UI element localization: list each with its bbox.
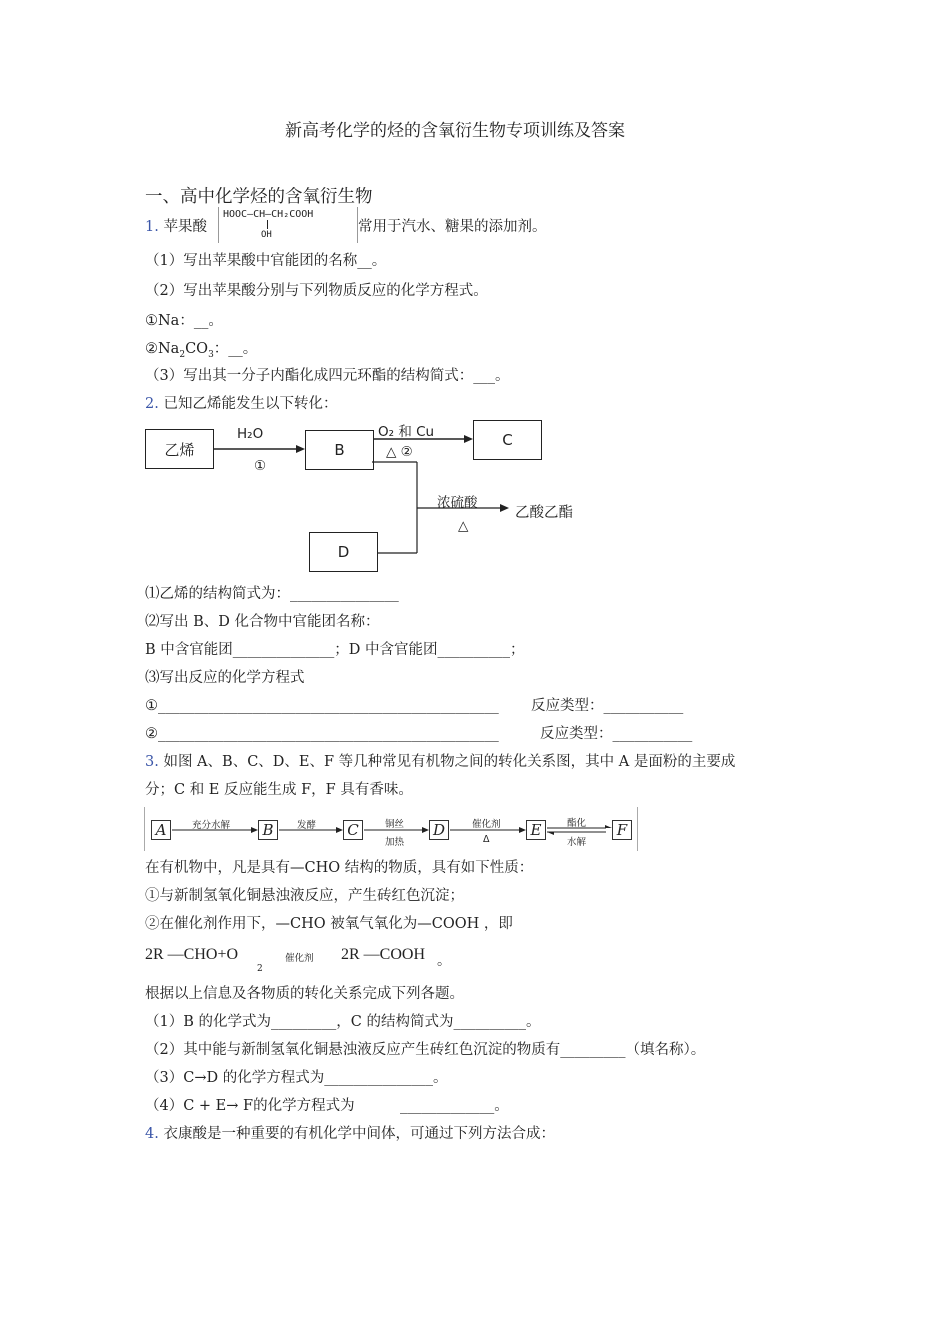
box-c: C — [473, 420, 542, 460]
document-title: 新高考化学的烃的含氧衍生物专项训练及答案 — [285, 121, 625, 141]
q1-part5: （3）写出其一分子内酯化成四元环酯的结构简式：___。 — [145, 368, 510, 384]
q1-p4-a: ②Na — [145, 341, 180, 357]
q1-part3: ①Na：__。 — [145, 313, 223, 329]
arrow-3-bottom: △ — [458, 518, 469, 534]
chain-arrow-5-forward-head — [605, 825, 612, 828]
q3-line3: 在有机物中，凡是具有—CHO 结构的物质，具有如下性质： — [145, 860, 534, 876]
q4-line1: 衣康酸是一种重要的有机化学中间体，可通过下列方法合成： — [163, 1126, 555, 1142]
chain-b: B — [258, 820, 278, 840]
q1-pre: 苹果酸 — [163, 219, 207, 235]
box-ethylene: 乙烯 — [145, 429, 214, 469]
eq-catalyst: 催化剂 — [285, 953, 314, 964]
arrow-1-head — [296, 445, 305, 453]
eq-subscript: 2 — [257, 964, 263, 974]
q2-line1: ⑴乙烯的结构简式为：_______________ — [145, 586, 399, 602]
q1-p4-sub2: 3 — [208, 349, 214, 360]
chain-arrow-4-head — [519, 827, 526, 833]
chain-label-5-bottom: 水解 — [567, 837, 587, 848]
chain-label-3-bottom: 加热 — [385, 837, 405, 848]
arrow-2-top: O₂ 和 Cu — [378, 424, 435, 440]
section-heading: 一、高中化学烃的含氧衍生物 — [145, 187, 373, 207]
eq-left: 2R —CHO+O — [145, 946, 239, 963]
chain-a: A — [151, 820, 171, 840]
eq-right: 2R —COOH — [341, 946, 426, 963]
q2-line5-eq: ①_______________________________________________ — [145, 698, 499, 714]
q3-part1: （1）B 的化学式为_________，C 的结构简式为__________。 — [145, 1014, 541, 1030]
arrow-3-head — [500, 504, 509, 512]
q3-line2: 分；C 和 E 反应能生成 F，F 具有香味。 — [145, 782, 413, 798]
arrow-2-bottom: △ ② — [386, 444, 413, 460]
chain-label-5-top: 酯化 — [567, 818, 587, 829]
q1-post: 常用于汽水、糖果的添加剂。 — [358, 219, 547, 235]
q3-part3: （3）C→D 的化学方程式为_______________。 — [145, 1070, 448, 1086]
q1-p4-sub1: 2 — [179, 349, 186, 360]
product-label: 乙酸乙酯 — [515, 505, 573, 521]
eq-end: 。 — [437, 953, 451, 969]
ethylene-conversion-diagram — [140, 412, 600, 577]
arrow-1-top: H₂O — [237, 426, 264, 442]
chain-arrow-2-head — [336, 827, 343, 833]
question-1-line — [145, 217, 207, 237]
q3-line6: 根据以上信息及各物质的转化关系完成下列各题。 — [145, 986, 464, 1002]
q2-intro: 已知乙烯能发生以下转化： — [163, 396, 338, 412]
box-b: B — [305, 430, 374, 470]
chain-label-4-bottom: Δ — [483, 834, 490, 845]
q3-part4-blank: _____________。 — [400, 1098, 509, 1114]
formula-bond — [267, 220, 268, 229]
q2-line3: B 中含官能团______________；D 中含官能团__________； — [145, 642, 525, 658]
chain-f: F — [612, 820, 632, 840]
chain-d: D — [429, 820, 449, 840]
q1-part1: （1）写出苹果酸中官能团的名称__。 — [145, 253, 387, 269]
chain-label-3-top: 铜丝 — [385, 819, 405, 830]
question-4-line — [145, 1124, 555, 1144]
q2-line6-type: 反应类型：___________ — [540, 726, 693, 742]
chain-arrow-3-head — [422, 827, 429, 833]
q2-line2: ⑵写出 B、D 化合物中官能团名称： — [145, 614, 380, 630]
formula-bottom: OH — [261, 230, 272, 240]
diagram-arrows — [140, 412, 600, 577]
chain-arrow-1-head — [251, 827, 258, 833]
q2-line4: ⑶写出反应的化学方程式 — [145, 670, 305, 686]
question-3-line — [145, 752, 735, 772]
arrow-1-bottom: ① — [254, 458, 267, 474]
chain-label-1: 充分水解 — [192, 820, 231, 831]
chain-label-2: 发酵 — [297, 820, 317, 831]
question-number: 2. — [145, 396, 159, 412]
q3-part2: （2）其中能与新制氢氧化铜悬浊液反应产生砖红色沉淀的物质有_________（填名称）。 — [145, 1042, 706, 1058]
arrow-2-head — [464, 435, 473, 443]
chain-c: C — [343, 820, 363, 840]
arrow-3-top: 浓硫酸 — [437, 495, 478, 511]
q3-line5: ②在催化剂作用下，—CHO 被氧气氧化为—COOH ，即 — [145, 916, 513, 932]
question-number: 3. — [145, 754, 159, 770]
formula-top: HOOC—CH—CH₂COOH — [223, 209, 314, 220]
question-number: 1. — [145, 219, 159, 235]
q1-part4 — [145, 339, 257, 365]
aldehyde-oxidation-equation — [145, 944, 465, 980]
q3-part4: （4）C + E→ F的化学方程式为 — [145, 1098, 355, 1114]
q1-p4-b: CO — [185, 341, 209, 357]
question-2-line — [145, 394, 337, 414]
chain-e: E — [526, 820, 546, 840]
box-d: D — [309, 532, 378, 572]
q3-line4: ①与新制氢氧化铜悬浊液反应，产生砖红色沉淀； — [145, 888, 464, 904]
q2-line5-type: 反应类型：___________ — [531, 698, 684, 714]
q3-line1: 如图 A、B、C、D、E、F 等几种常见有机物之间的转化关系图，其中 A 是面粉的主要成 — [163, 754, 736, 770]
conversion-chain-diagram — [144, 807, 638, 851]
question-number: 4. — [145, 1126, 159, 1142]
q1-part2: （2）写出苹果酸分别与下列物质反应的化学方程式。 — [145, 283, 488, 299]
chain-label-4-top: 催化剂 — [472, 819, 501, 830]
q2-line6-eq: ②_______________________________________________ — [145, 726, 499, 742]
malic-acid-formula — [218, 207, 358, 243]
q1-p4-c: ：__。 — [213, 341, 258, 357]
